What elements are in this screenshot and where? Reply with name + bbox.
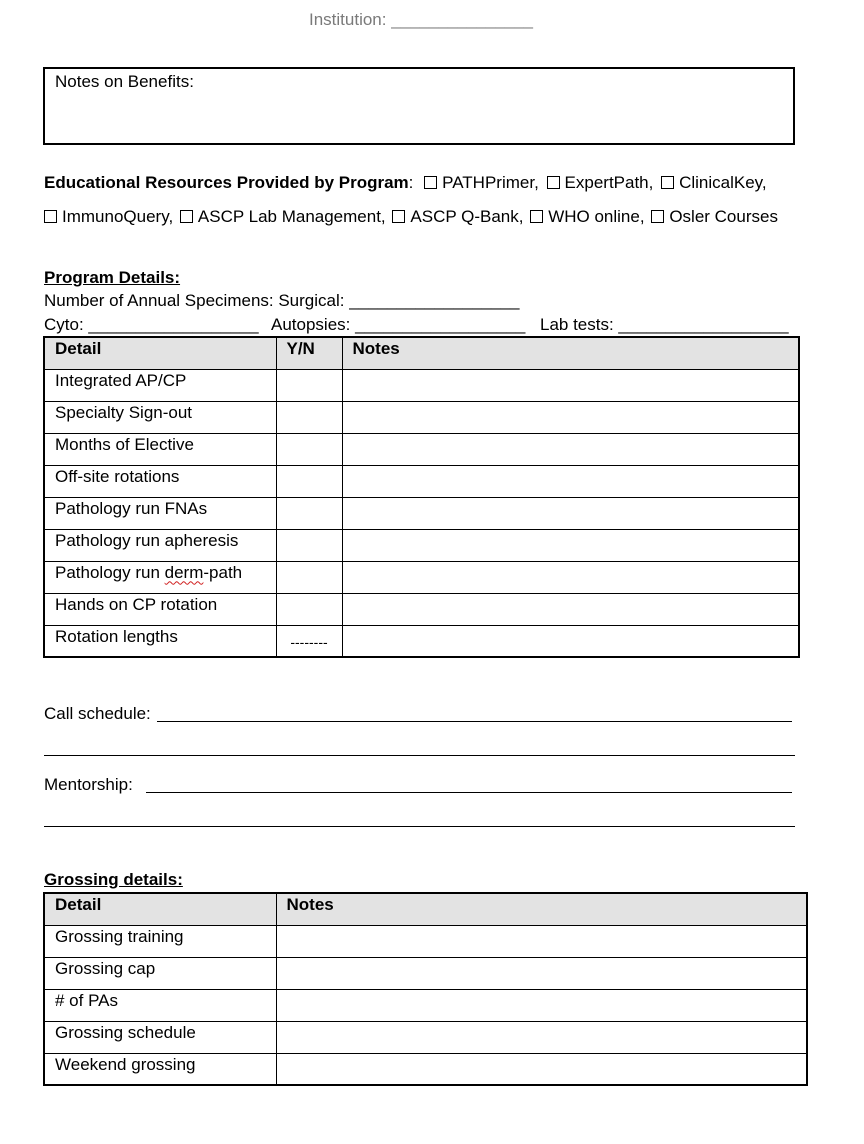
specimens-surgical-field[interactable]: Number of Annual Specimens: Surgical: __________________ bbox=[44, 291, 520, 310]
program-details-table bbox=[43, 336, 800, 658]
notes-cell[interactable] bbox=[342, 593, 799, 625]
yn-cell[interactable] bbox=[276, 529, 342, 561]
column-header-notes: Notes bbox=[342, 337, 799, 369]
call-schedule-input-line[interactable] bbox=[157, 721, 792, 722]
grossing-details-table bbox=[43, 892, 808, 1086]
benefits-notes-label: Notes on Benefits: bbox=[55, 72, 194, 91]
checkbox-icon[interactable] bbox=[547, 176, 560, 189]
table-row bbox=[44, 1021, 807, 1053]
yn-cell: -------- bbox=[276, 625, 342, 657]
table-row bbox=[44, 957, 807, 989]
table-row bbox=[44, 465, 799, 497]
notes-cell[interactable] bbox=[342, 369, 799, 401]
program-details-heading: Program Details: bbox=[44, 268, 181, 287]
grossing-details-heading: Grossing details: bbox=[44, 870, 183, 889]
checkbox-icon[interactable] bbox=[44, 210, 57, 223]
table-row bbox=[44, 625, 799, 657]
education-resources-label: Educational Resources Provided by Program bbox=[44, 173, 409, 192]
mentorship-input-line[interactable] bbox=[146, 792, 792, 793]
table-row bbox=[44, 1053, 807, 1085]
mentorship-input-line-2[interactable] bbox=[44, 826, 795, 827]
table-row bbox=[44, 497, 799, 529]
table-header-row bbox=[44, 337, 799, 369]
yn-cell[interactable] bbox=[276, 593, 342, 625]
resource-immunoquery[interactable]: ImmunoQuery, bbox=[44, 207, 173, 226]
detail-cell: Pathology run FNAs bbox=[44, 497, 276, 529]
column-header-detail: Detail bbox=[44, 337, 276, 369]
column-header-detail: Detail bbox=[44, 893, 276, 925]
table-header-row bbox=[44, 893, 807, 925]
detail-cell: Hands on CP rotation bbox=[44, 593, 276, 625]
mentorship-label: Mentorship: bbox=[44, 775, 133, 794]
call-schedule-label: Call schedule: bbox=[44, 704, 151, 723]
detail-cell: Specialty Sign-out bbox=[44, 401, 276, 433]
table-row bbox=[44, 593, 799, 625]
autopsies-field[interactable]: Autopsies: __________________ bbox=[271, 315, 526, 334]
yn-cell[interactable] bbox=[276, 433, 342, 465]
detail-cell: Pathology run derm-path bbox=[44, 561, 276, 593]
spellcheck-flagged-word: derm bbox=[164, 562, 204, 582]
yn-cell[interactable] bbox=[276, 465, 342, 497]
notes-cell[interactable] bbox=[342, 529, 799, 561]
detail-cell: Grossing cap bbox=[44, 957, 276, 989]
table-row bbox=[44, 401, 799, 433]
education-resources-line-2 bbox=[44, 207, 778, 227]
resource-who-online[interactable]: WHO online, bbox=[530, 207, 644, 226]
table-row bbox=[44, 561, 799, 593]
notes-cell[interactable] bbox=[276, 1053, 807, 1085]
resource-ascp-lab-management[interactable]: ASCP Lab Management, bbox=[180, 207, 386, 226]
notes-cell[interactable] bbox=[342, 433, 799, 465]
yn-cell[interactable] bbox=[276, 401, 342, 433]
resource-pathprimer[interactable]: PATHPrimer, bbox=[424, 173, 539, 192]
yn-cell[interactable] bbox=[276, 561, 342, 593]
table-row bbox=[44, 433, 799, 465]
notes-cell[interactable] bbox=[342, 465, 799, 497]
detail-cell: Months of Elective bbox=[44, 433, 276, 465]
detail-cell: Pathology run apheresis bbox=[44, 529, 276, 561]
table-row bbox=[44, 529, 799, 561]
cyto-field[interactable]: Cyto: __________________ bbox=[44, 315, 259, 334]
detail-cell: # of PAs bbox=[44, 989, 276, 1021]
notes-cell[interactable] bbox=[276, 957, 807, 989]
table-row bbox=[44, 369, 799, 401]
detail-cell: Weekend grossing bbox=[44, 1053, 276, 1085]
notes-cell[interactable] bbox=[276, 989, 807, 1021]
column-header-notes: Notes bbox=[276, 893, 807, 925]
detail-cell: Grossing schedule bbox=[44, 1021, 276, 1053]
education-resources-line-1 bbox=[44, 173, 767, 193]
education-label-colon: : bbox=[408, 173, 414, 192]
notes-cell[interactable] bbox=[342, 497, 799, 529]
checkbox-icon[interactable] bbox=[392, 210, 405, 223]
notes-cell[interactable] bbox=[276, 925, 807, 957]
detail-cell: Off-site rotations bbox=[44, 465, 276, 497]
yn-cell[interactable] bbox=[276, 369, 342, 401]
checkbox-icon[interactable] bbox=[530, 210, 543, 223]
table-row bbox=[44, 989, 807, 1021]
detail-cell: Rotation lengths bbox=[44, 625, 276, 657]
notes-cell[interactable] bbox=[342, 561, 799, 593]
checkbox-icon[interactable] bbox=[180, 210, 193, 223]
detail-cell: Grossing training bbox=[44, 925, 276, 957]
table-row bbox=[44, 925, 807, 957]
notes-cell[interactable] bbox=[276, 1021, 807, 1053]
checkbox-icon[interactable] bbox=[651, 210, 664, 223]
resource-osler-courses[interactable]: Osler Courses bbox=[651, 207, 778, 226]
notes-cell[interactable] bbox=[342, 401, 799, 433]
yn-cell[interactable] bbox=[276, 497, 342, 529]
column-header-yn: Y/N bbox=[276, 337, 342, 369]
detail-cell: Integrated AP/CP bbox=[44, 369, 276, 401]
resource-expertpath[interactable]: ExpertPath, bbox=[547, 173, 654, 192]
benefits-notes-box[interactable] bbox=[43, 67, 795, 145]
call-schedule-input-line-2[interactable] bbox=[44, 755, 795, 756]
checkbox-icon[interactable] bbox=[661, 176, 674, 189]
notes-cell[interactable] bbox=[342, 625, 799, 657]
institution-field: Institution: _______________ bbox=[308, 10, 534, 29]
resource-clinicalkey[interactable]: ClinicalKey, bbox=[661, 173, 767, 192]
resource-ascp-qbank[interactable]: ASCP Q-Bank, bbox=[392, 207, 523, 226]
lab-tests-field[interactable]: Lab tests: __________________ bbox=[540, 315, 789, 334]
checkbox-icon[interactable] bbox=[424, 176, 437, 189]
